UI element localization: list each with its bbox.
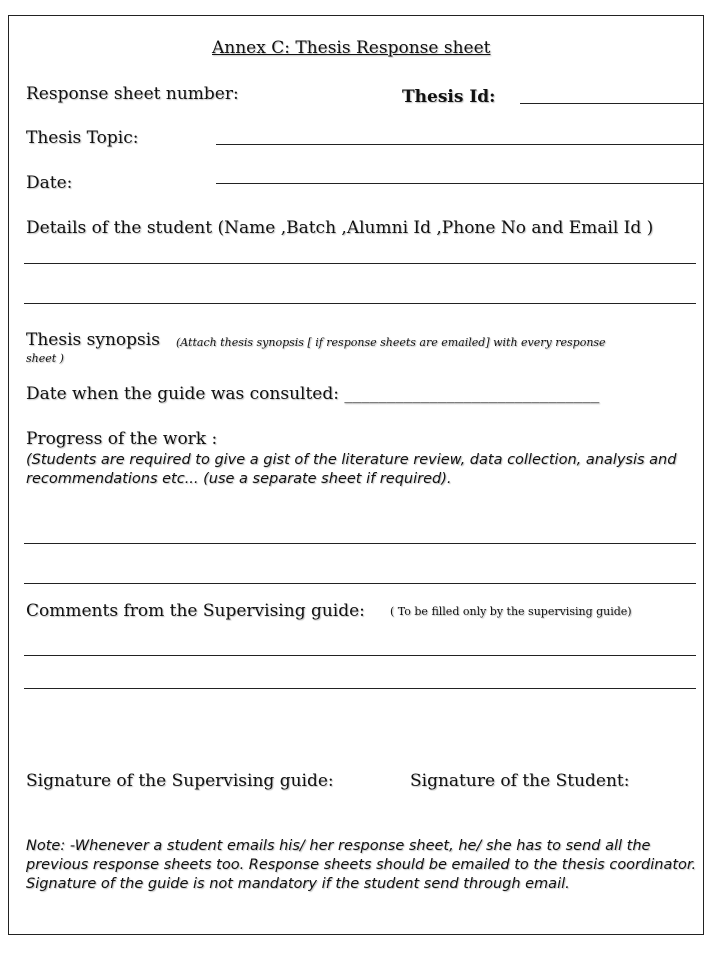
synopsis-label: Thesis synopsis bbox=[26, 330, 160, 350]
thesis-topic-line[interactable] bbox=[216, 144, 704, 145]
progress-line-1[interactable] bbox=[24, 543, 696, 544]
thesis-id-line[interactable] bbox=[520, 103, 704, 104]
comments-line-2[interactable] bbox=[24, 688, 696, 689]
progress-instructions: (Students are required to give a gist of the literature review, data collection, analysis and recommendations etc... (use a separate sheet if required). bbox=[26, 452, 677, 487]
date-line[interactable] bbox=[216, 183, 704, 184]
synopsis-note-line-2: sheet ) bbox=[26, 352, 64, 365]
student-details-line-2[interactable] bbox=[24, 303, 696, 304]
comments-note: ( To be filled only by the supervising guide) bbox=[390, 605, 632, 618]
student-details-line-1[interactable] bbox=[24, 263, 696, 264]
synopsis-note-line-1: (Attach thesis synopsis [ if response sheets are emailed] with every response bbox=[176, 336, 606, 349]
signature-student-label: Signature of the Student: bbox=[410, 771, 630, 791]
signature-guide-label: Signature of the Supervising guide: bbox=[26, 771, 334, 791]
thesis-id-label: Thesis Id: bbox=[402, 87, 496, 107]
comments-line-1[interactable] bbox=[24, 655, 696, 656]
comments-label: Comments from the Supervising guide: bbox=[26, 601, 365, 621]
student-details-label: Details of the student (Name ,Batch ,Alumni Id ,Phone No and Email Id ) bbox=[26, 218, 654, 238]
response-sheet-number-label: Response sheet number: bbox=[26, 84, 239, 104]
thesis-topic-label: Thesis Topic: bbox=[26, 128, 139, 148]
progress-line-2[interactable] bbox=[24, 583, 696, 584]
guide-consulted-label: Date when the guide was consulted: ______________________________ bbox=[26, 384, 600, 404]
progress-label: Progress of the work : bbox=[26, 429, 218, 449]
date-label: Date: bbox=[26, 173, 73, 193]
form-title: Annex C: Thesis Response sheet bbox=[212, 38, 491, 58]
footer-note: Note: -Whenever a student emails his/ her response sheet, he/ she has to send all the previous response sheets too. Response sheets should be emailed to the thesis coordinator. Signature of the guide is not mandatory if the student send through email. bbox=[26, 838, 697, 892]
